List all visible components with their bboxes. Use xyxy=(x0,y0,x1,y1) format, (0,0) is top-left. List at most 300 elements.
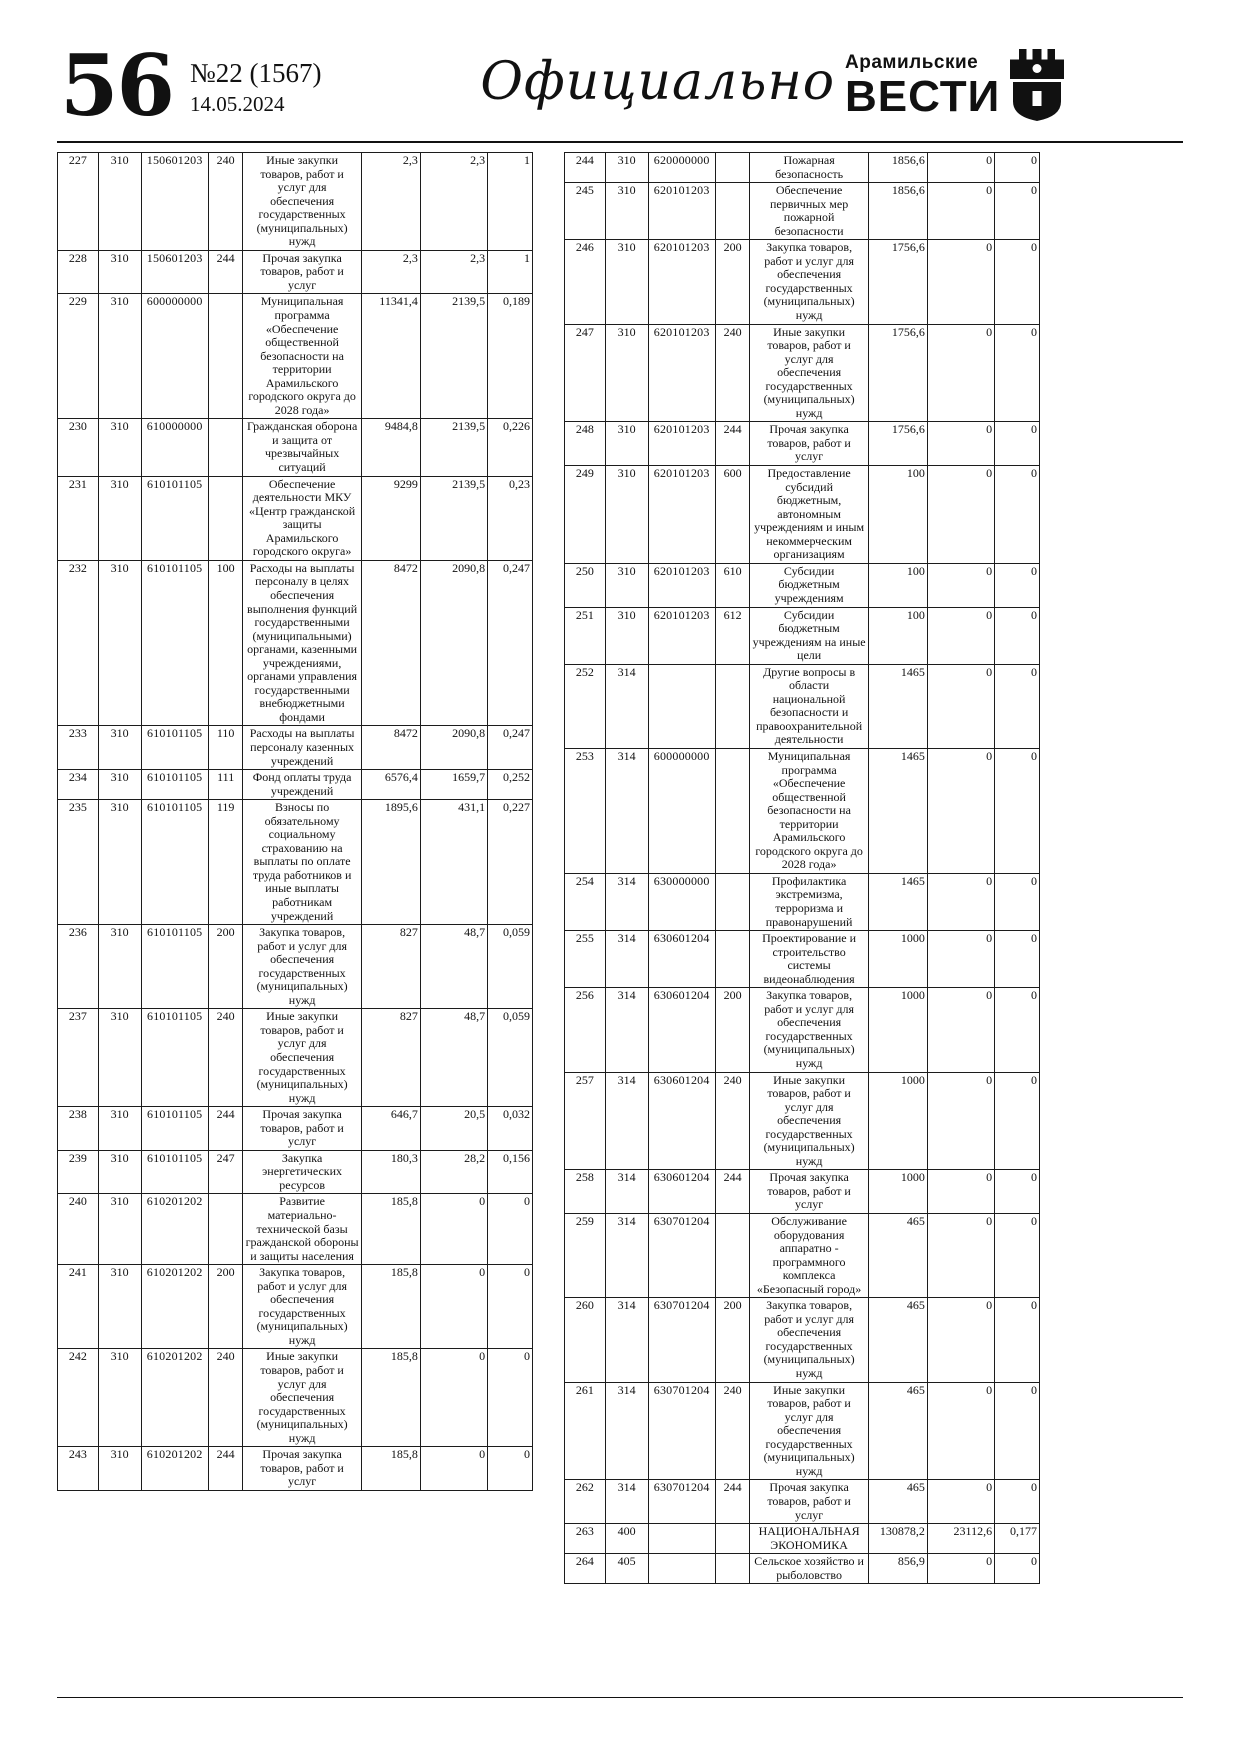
table-row xyxy=(58,153,533,251)
expense-type-code-cell: 240 xyxy=(715,1072,750,1170)
row-number-cell: 264 xyxy=(565,1554,606,1584)
table-row xyxy=(58,294,533,419)
table-row xyxy=(565,153,1040,183)
row-number-cell: 263 xyxy=(565,1524,606,1554)
execution-ratio-cell: 0 xyxy=(995,183,1040,240)
executed-amount-cell: 2,3 xyxy=(420,153,487,251)
expense-description-cell: Прочая закупка товаров, работ и услуг xyxy=(243,1107,361,1151)
expense-description-cell: Обслуживание оборудования аппаратно - программного комплекса «Безопасный город» xyxy=(750,1214,868,1298)
expense-type-code-cell: 244 xyxy=(208,250,243,294)
approved-amount-cell: 2,3 xyxy=(361,250,420,294)
expense-type-code-cell xyxy=(208,1194,243,1265)
expense-type-code-cell xyxy=(208,476,243,560)
table-row xyxy=(565,1554,1040,1584)
execution-ratio-cell: 0 xyxy=(995,1480,1040,1524)
expense-type-code-cell xyxy=(715,873,750,930)
expense-type-code-cell xyxy=(715,183,750,240)
table-row xyxy=(565,664,1040,748)
approved-amount-cell: 465 xyxy=(868,1382,927,1480)
section-code-cell: 314 xyxy=(605,1382,648,1480)
row-number-cell: 261 xyxy=(565,1382,606,1480)
expense-description-cell: Обеспечение первичных мер пожарной безопасности xyxy=(750,183,868,240)
expense-type-code-cell: 244 xyxy=(715,1170,750,1214)
approved-amount-cell: 185,8 xyxy=(361,1447,420,1491)
executed-amount-cell: 0 xyxy=(927,466,994,564)
target-article-code-cell: 610201202 xyxy=(141,1349,208,1447)
expense-description-cell: Муниципальная программа «Обеспечение общественной безопасности на территории Арамильского городского округа до 2028 года» xyxy=(243,294,361,419)
expense-description-cell: Закупка энергетических ресурсов xyxy=(243,1150,361,1194)
target-article-code-cell: 620101203 xyxy=(648,422,715,466)
row-number-cell: 240 xyxy=(58,1194,99,1265)
section-code-cell: 314 xyxy=(605,1298,648,1382)
table-row xyxy=(565,931,1040,988)
expense-description-cell: Другие вопросы в области национальной безопасности и правоохранительной деятельности xyxy=(750,664,868,748)
executed-amount-cell: 0 xyxy=(927,1072,994,1170)
target-article-code-cell: 610101105 xyxy=(141,1150,208,1194)
table-row xyxy=(565,466,1040,564)
row-number-cell: 237 xyxy=(58,1009,99,1107)
expense-description-cell: Прочая закупка товаров, работ и услуг xyxy=(750,1170,868,1214)
section-code-cell: 314 xyxy=(605,1480,648,1524)
expense-type-code-cell: 600 xyxy=(715,466,750,564)
approved-amount-cell: 1856,6 xyxy=(868,183,927,240)
expense-description-cell: Расходы на выплаты персоналу в целях обеспечения выполнения функций государственными (муниципальными) органами, казенными учреждениями, органами управления государственными внебюджетными фондами xyxy=(243,560,361,726)
executed-amount-cell: 0 xyxy=(420,1194,487,1265)
expense-type-code-cell: 119 xyxy=(208,800,243,925)
expense-type-code-cell: 200 xyxy=(715,240,750,324)
execution-ratio-cell: 0,226 xyxy=(488,419,533,476)
approved-amount-cell: 1856,6 xyxy=(868,153,927,183)
section-code-cell: 310 xyxy=(605,607,648,664)
expense-type-code-cell: 244 xyxy=(208,1447,243,1491)
expense-description-cell: Обеспечение деятельности МКУ «Центр гражданской защиты Арамильского городского округа» xyxy=(243,476,361,560)
executed-amount-cell: 2,3 xyxy=(420,250,487,294)
approved-amount-cell: 100 xyxy=(868,607,927,664)
executed-amount-cell: 431,1 xyxy=(420,800,487,925)
target-article-code-cell: 620000000 xyxy=(648,153,715,183)
table-row xyxy=(565,563,1040,607)
expense-type-code-cell xyxy=(715,1554,750,1584)
target-article-code-cell: 150601203 xyxy=(141,153,208,251)
target-article-code-cell: 610101105 xyxy=(141,476,208,560)
target-article-code-cell: 620101203 xyxy=(648,183,715,240)
table-row xyxy=(58,560,533,726)
approved-amount-cell: 9484,8 xyxy=(361,419,420,476)
expense-type-code-cell: 100 xyxy=(208,560,243,726)
row-number-cell: 262 xyxy=(565,1480,606,1524)
execution-ratio-cell: 0 xyxy=(488,1447,533,1491)
approved-amount-cell: 827 xyxy=(361,925,420,1009)
target-article-code-cell: 630000000 xyxy=(648,873,715,930)
expense-type-code-cell: 200 xyxy=(208,925,243,1009)
section-code-cell: 310 xyxy=(605,422,648,466)
target-article-code-cell: 610101105 xyxy=(141,1009,208,1107)
expense-type-code-cell xyxy=(715,1524,750,1554)
section-code-cell: 310 xyxy=(98,476,141,560)
target-article-code-cell: 630701204 xyxy=(648,1214,715,1298)
target-article-code-cell: 620101203 xyxy=(648,607,715,664)
approved-amount-cell: 1000 xyxy=(868,931,927,988)
table-row xyxy=(58,1265,533,1349)
expense-type-code-cell xyxy=(715,664,750,748)
issue-date: 14.05.2024 xyxy=(190,92,285,116)
section-code-cell: 310 xyxy=(98,153,141,251)
execution-ratio-cell: 0 xyxy=(995,931,1040,988)
approved-amount-cell: 1000 xyxy=(868,1072,927,1170)
target-article-code-cell xyxy=(648,1524,715,1554)
section-code-cell: 310 xyxy=(98,419,141,476)
section-code-cell: 310 xyxy=(98,800,141,925)
section-code-cell: 314 xyxy=(605,988,648,1072)
row-number-cell: 245 xyxy=(565,183,606,240)
expense-description-cell: Гражданская оборона и защита от чрезвычайных ситуаций xyxy=(243,419,361,476)
executed-amount-cell: 0 xyxy=(927,931,994,988)
budget-table-left xyxy=(57,152,533,1491)
expense-type-code-cell: 244 xyxy=(208,1107,243,1151)
approved-amount-cell: 465 xyxy=(868,1298,927,1382)
expense-description-cell: Прочая закупка товаров, работ и услуг xyxy=(750,422,868,466)
row-number-cell: 259 xyxy=(565,1214,606,1298)
target-article-code-cell: 620101203 xyxy=(648,324,715,422)
execution-ratio-cell: 0 xyxy=(995,873,1040,930)
expense-type-code-cell: 244 xyxy=(715,422,750,466)
section-title: Официально xyxy=(480,52,836,112)
executed-amount-cell: 2139,5 xyxy=(420,419,487,476)
target-article-code-cell xyxy=(648,1554,715,1584)
expense-type-code-cell: 110 xyxy=(208,726,243,770)
target-article-code-cell: 620101203 xyxy=(648,563,715,607)
table-row xyxy=(58,1447,533,1491)
executed-amount-cell: 0 xyxy=(420,1447,487,1491)
executed-amount-cell: 20,5 xyxy=(420,1107,487,1151)
approved-amount-cell: 2,3 xyxy=(361,153,420,251)
target-article-code-cell: 630701204 xyxy=(648,1480,715,1524)
execution-ratio-cell: 0,227 xyxy=(488,800,533,925)
table-row xyxy=(58,1107,533,1151)
section-code-cell: 310 xyxy=(98,1194,141,1265)
expense-type-code-cell: 240 xyxy=(715,1382,750,1480)
expense-description-cell: Субсидии бюджетным учреждениям xyxy=(750,563,868,607)
expense-type-code-cell: 240 xyxy=(208,1349,243,1447)
footer-rule xyxy=(57,1697,1183,1698)
expense-type-code-cell xyxy=(715,748,750,873)
coat-of-arms-icon xyxy=(1007,46,1067,124)
execution-ratio-cell: 0 xyxy=(995,607,1040,664)
target-article-code-cell: 630601204 xyxy=(648,931,715,988)
expense-type-code-cell: 247 xyxy=(208,1150,243,1194)
expense-type-code-cell: 240 xyxy=(208,153,243,251)
row-number-cell: 244 xyxy=(565,153,606,183)
row-number-cell: 251 xyxy=(565,607,606,664)
section-code-cell: 400 xyxy=(605,1524,648,1554)
target-article-code-cell: 630701204 xyxy=(648,1382,715,1480)
expense-type-code-cell: 244 xyxy=(715,1480,750,1524)
table-row xyxy=(565,748,1040,873)
executed-amount-cell: 0 xyxy=(927,1170,994,1214)
section-code-cell: 310 xyxy=(98,925,141,1009)
approved-amount-cell: 185,8 xyxy=(361,1265,420,1349)
executed-amount-cell: 0 xyxy=(927,563,994,607)
target-article-code-cell: 620101203 xyxy=(648,466,715,564)
row-number-cell: 246 xyxy=(565,240,606,324)
expense-description-cell: Закупка товаров, работ и услуг для обеспечения государственных (муниципальных) нужд xyxy=(243,1265,361,1349)
executed-amount-cell: 0 xyxy=(927,1298,994,1382)
expense-description-cell: Иные закупки товаров, работ и услуг для обеспечения государственных (муниципальных) нужд xyxy=(750,1072,868,1170)
table-row xyxy=(565,873,1040,930)
table-row xyxy=(565,1480,1040,1524)
table-row xyxy=(58,1009,533,1107)
table-row xyxy=(58,770,533,800)
section-code-cell: 310 xyxy=(98,726,141,770)
section-code-cell: 314 xyxy=(605,748,648,873)
section-code-cell: 310 xyxy=(605,466,648,564)
row-number-cell: 254 xyxy=(565,873,606,930)
executed-amount-cell: 0 xyxy=(927,607,994,664)
table-row xyxy=(565,1170,1040,1214)
section-code-cell: 310 xyxy=(98,1349,141,1447)
row-number-cell: 257 xyxy=(565,1072,606,1170)
section-code-cell: 314 xyxy=(605,1214,648,1298)
approved-amount-cell: 9299 xyxy=(361,476,420,560)
row-number-cell: 252 xyxy=(565,664,606,748)
target-article-code-cell: 610201202 xyxy=(141,1194,208,1265)
execution-ratio-cell: 0 xyxy=(995,240,1040,324)
expense-description-cell: Профилактика экстремизма, терроризма и правонарушений xyxy=(750,873,868,930)
row-number-cell: 250 xyxy=(565,563,606,607)
target-article-code-cell: 610101105 xyxy=(141,925,208,1009)
table-row xyxy=(58,726,533,770)
execution-ratio-cell: 0,247 xyxy=(488,726,533,770)
execution-ratio-cell: 0,059 xyxy=(488,925,533,1009)
target-article-code-cell: 610101105 xyxy=(141,770,208,800)
row-number-cell: 243 xyxy=(58,1447,99,1491)
section-code-cell: 310 xyxy=(98,250,141,294)
section-code-cell: 310 xyxy=(98,1265,141,1349)
expense-description-cell: Прочая закупка товаров, работ и услуг xyxy=(243,1447,361,1491)
row-number-cell: 239 xyxy=(58,1150,99,1194)
header-rule xyxy=(57,141,1183,143)
executed-amount-cell: 0 xyxy=(927,183,994,240)
executed-amount-cell: 0 xyxy=(927,240,994,324)
approved-amount-cell: 100 xyxy=(868,466,927,564)
execution-ratio-cell: 0 xyxy=(995,1554,1040,1584)
expense-description-cell: Предоставление субсидий бюджетным, автономным учреждениям и иным некоммерческим организациям xyxy=(750,466,868,564)
execution-ratio-cell: 0 xyxy=(995,153,1040,183)
approved-amount-cell: 130878,2 xyxy=(868,1524,927,1554)
expense-type-code-cell xyxy=(715,931,750,988)
executed-amount-cell: 48,7 xyxy=(420,1009,487,1107)
target-article-code-cell: 610101105 xyxy=(141,560,208,726)
expense-description-cell: Взносы по обязательному социальному страхованию на выплаты по оплате труда работников и иные выплаты работникам учреждений xyxy=(243,800,361,925)
execution-ratio-cell: 0,23 xyxy=(488,476,533,560)
row-number-cell: 231 xyxy=(58,476,99,560)
execution-ratio-cell: 0 xyxy=(488,1194,533,1265)
execution-ratio-cell: 0 xyxy=(995,1214,1040,1298)
approved-amount-cell: 11341,4 xyxy=(361,294,420,419)
approved-amount-cell: 465 xyxy=(868,1480,927,1524)
expense-description-cell: Иные закупки товаров, работ и услуг для обеспечения государственных (муниципальных) нужд xyxy=(243,1349,361,1447)
table-row xyxy=(565,1298,1040,1382)
table-row xyxy=(58,800,533,925)
approved-amount-cell: 100 xyxy=(868,563,927,607)
executed-amount-cell: 2090,8 xyxy=(420,726,487,770)
executed-amount-cell: 48,7 xyxy=(420,925,487,1009)
target-article-code-cell: 610000000 xyxy=(141,419,208,476)
section-code-cell: 314 xyxy=(605,664,648,748)
target-article-code-cell: 630601204 xyxy=(648,1170,715,1214)
expense-type-code-cell xyxy=(208,419,243,476)
expense-description-cell: Развитие материально-технической базы гражданской обороны и защиты населения xyxy=(243,1194,361,1265)
section-code-cell: 314 xyxy=(605,1072,648,1170)
executed-amount-cell: 0 xyxy=(927,664,994,748)
section-code-cell: 310 xyxy=(605,324,648,422)
target-article-code-cell: 610201202 xyxy=(141,1447,208,1491)
section-code-cell: 310 xyxy=(98,560,141,726)
section-code-cell: 310 xyxy=(605,563,648,607)
executed-amount-cell: 0 xyxy=(927,1480,994,1524)
execution-ratio-cell: 0,156 xyxy=(488,1150,533,1194)
approved-amount-cell: 1756,6 xyxy=(868,240,927,324)
execution-ratio-cell: 0 xyxy=(995,664,1040,748)
execution-ratio-cell: 0 xyxy=(995,324,1040,422)
execution-ratio-cell: 0 xyxy=(995,466,1040,564)
target-article-code-cell: 610101105 xyxy=(141,800,208,925)
masthead xyxy=(845,52,1005,119)
expense-description-cell: Иные закупки товаров, работ и услуг для обеспечения государственных (муниципальных) нужд xyxy=(750,1382,868,1480)
executed-amount-cell: 0 xyxy=(927,1382,994,1480)
masthead-subtitle: Арамильские xyxy=(845,52,979,73)
expense-type-code-cell: 200 xyxy=(715,988,750,1072)
expense-description-cell: Закупка товаров, работ и услуг для обеспечения государственных (муниципальных) нужд xyxy=(750,988,868,1072)
expense-description-cell: Иные закупки товаров, работ и услуг для обеспечения государственных (муниципальных) нужд xyxy=(750,324,868,422)
expense-description-cell: Сельское хозяйство и рыболовство xyxy=(750,1554,868,1584)
execution-ratio-cell: 0 xyxy=(488,1265,533,1349)
execution-ratio-cell: 0,247 xyxy=(488,560,533,726)
target-article-code-cell: 610201202 xyxy=(141,1265,208,1349)
expense-description-cell: Субсидии бюджетным учреждениям на иные цели xyxy=(750,607,868,664)
table-row xyxy=(565,324,1040,422)
section-code-cell: 310 xyxy=(605,153,648,183)
executed-amount-cell: 28,2 xyxy=(420,1150,487,1194)
row-number-cell: 248 xyxy=(565,422,606,466)
target-article-code-cell: 630601204 xyxy=(648,988,715,1072)
expense-type-code-cell: 200 xyxy=(208,1265,243,1349)
section-code-cell: 314 xyxy=(605,873,648,930)
approved-amount-cell: 6576,4 xyxy=(361,770,420,800)
issue-number: №22 (1567) xyxy=(190,58,322,88)
executed-amount-cell: 0 xyxy=(927,324,994,422)
section-code-cell: 310 xyxy=(98,1447,141,1491)
table-row xyxy=(58,1194,533,1265)
section-code-cell: 314 xyxy=(605,931,648,988)
table-row xyxy=(565,240,1040,324)
execution-ratio-cell: 0,059 xyxy=(488,1009,533,1107)
row-number-cell: 235 xyxy=(58,800,99,925)
approved-amount-cell: 1895,6 xyxy=(361,800,420,925)
approved-amount-cell: 1465 xyxy=(868,748,927,873)
expense-type-code-cell: 111 xyxy=(208,770,243,800)
section-code-cell: 310 xyxy=(605,183,648,240)
table-row xyxy=(565,1214,1040,1298)
row-number-cell: 247 xyxy=(565,324,606,422)
target-article-code-cell xyxy=(648,664,715,748)
row-number-cell: 234 xyxy=(58,770,99,800)
approved-amount-cell: 1000 xyxy=(868,988,927,1072)
execution-ratio-cell: 0,177 xyxy=(995,1524,1040,1554)
expense-description-cell: Закупка товаров, работ и услуг для обеспечения государственных (муниципальных) нужд xyxy=(243,925,361,1009)
expense-type-code-cell xyxy=(715,1214,750,1298)
approved-amount-cell: 185,8 xyxy=(361,1194,420,1265)
page-number: 56 xyxy=(60,36,173,135)
executed-amount-cell: 0 xyxy=(420,1349,487,1447)
row-number-cell: 241 xyxy=(58,1265,99,1349)
table-row xyxy=(565,183,1040,240)
expense-description-cell: Фонд оплаты труда учреждений xyxy=(243,770,361,800)
execution-ratio-cell: 0,252 xyxy=(488,770,533,800)
expense-type-code-cell: 610 xyxy=(715,563,750,607)
execution-ratio-cell: 0 xyxy=(995,1298,1040,1382)
approved-amount-cell: 8472 xyxy=(361,560,420,726)
execution-ratio-cell: 0 xyxy=(995,988,1040,1072)
executed-amount-cell: 2139,5 xyxy=(420,476,487,560)
table-row xyxy=(565,1382,1040,1480)
approved-amount-cell: 1756,6 xyxy=(868,422,927,466)
executed-amount-cell: 0 xyxy=(927,748,994,873)
row-number-cell: 249 xyxy=(565,466,606,564)
row-number-cell: 255 xyxy=(565,931,606,988)
expense-description-cell: Прочая закупка товаров, работ и услуг xyxy=(750,1480,868,1524)
expense-description-cell: Закупка товаров, работ и услуг для обеспечения государственных (муниципальных) нужд xyxy=(750,1298,868,1382)
execution-ratio-cell: 0 xyxy=(995,748,1040,873)
expense-type-code-cell xyxy=(715,153,750,183)
execution-ratio-cell: 0 xyxy=(488,1349,533,1447)
table-row xyxy=(58,476,533,560)
target-article-code-cell: 600000000 xyxy=(648,748,715,873)
table-row xyxy=(58,925,533,1009)
executed-amount-cell: 1659,7 xyxy=(420,770,487,800)
row-number-cell: 228 xyxy=(58,250,99,294)
target-article-code-cell: 600000000 xyxy=(141,294,208,419)
target-article-code-cell: 630601204 xyxy=(648,1072,715,1170)
execution-ratio-cell: 0 xyxy=(995,1382,1040,1480)
execution-ratio-cell: 0 xyxy=(995,1170,1040,1214)
approved-amount-cell: 8472 xyxy=(361,726,420,770)
section-code-cell: 314 xyxy=(605,1170,648,1214)
executed-amount-cell: 0 xyxy=(927,1554,994,1584)
target-article-code-cell: 630701204 xyxy=(648,1298,715,1382)
table-row xyxy=(565,988,1040,1072)
expense-description-cell: Пожарная безопасность xyxy=(750,153,868,183)
row-number-cell: 256 xyxy=(565,988,606,1072)
table-row xyxy=(58,1150,533,1194)
approved-amount-cell: 180,3 xyxy=(361,1150,420,1194)
approved-amount-cell: 1465 xyxy=(868,664,927,748)
row-number-cell: 233 xyxy=(58,726,99,770)
row-number-cell: 236 xyxy=(58,925,99,1009)
expense-type-code-cell: 612 xyxy=(715,607,750,664)
execution-ratio-cell: 0,032 xyxy=(488,1107,533,1151)
executed-amount-cell: 0 xyxy=(927,873,994,930)
approved-amount-cell: 1756,6 xyxy=(868,324,927,422)
section-code-cell: 310 xyxy=(605,240,648,324)
section-code-cell: 405 xyxy=(605,1554,648,1584)
section-code-cell: 310 xyxy=(98,1107,141,1151)
approved-amount-cell: 1465 xyxy=(868,873,927,930)
section-code-cell: 310 xyxy=(98,1150,141,1194)
approved-amount-cell: 646,7 xyxy=(361,1107,420,1151)
table-row xyxy=(58,1349,533,1447)
expense-type-code-cell xyxy=(208,294,243,419)
